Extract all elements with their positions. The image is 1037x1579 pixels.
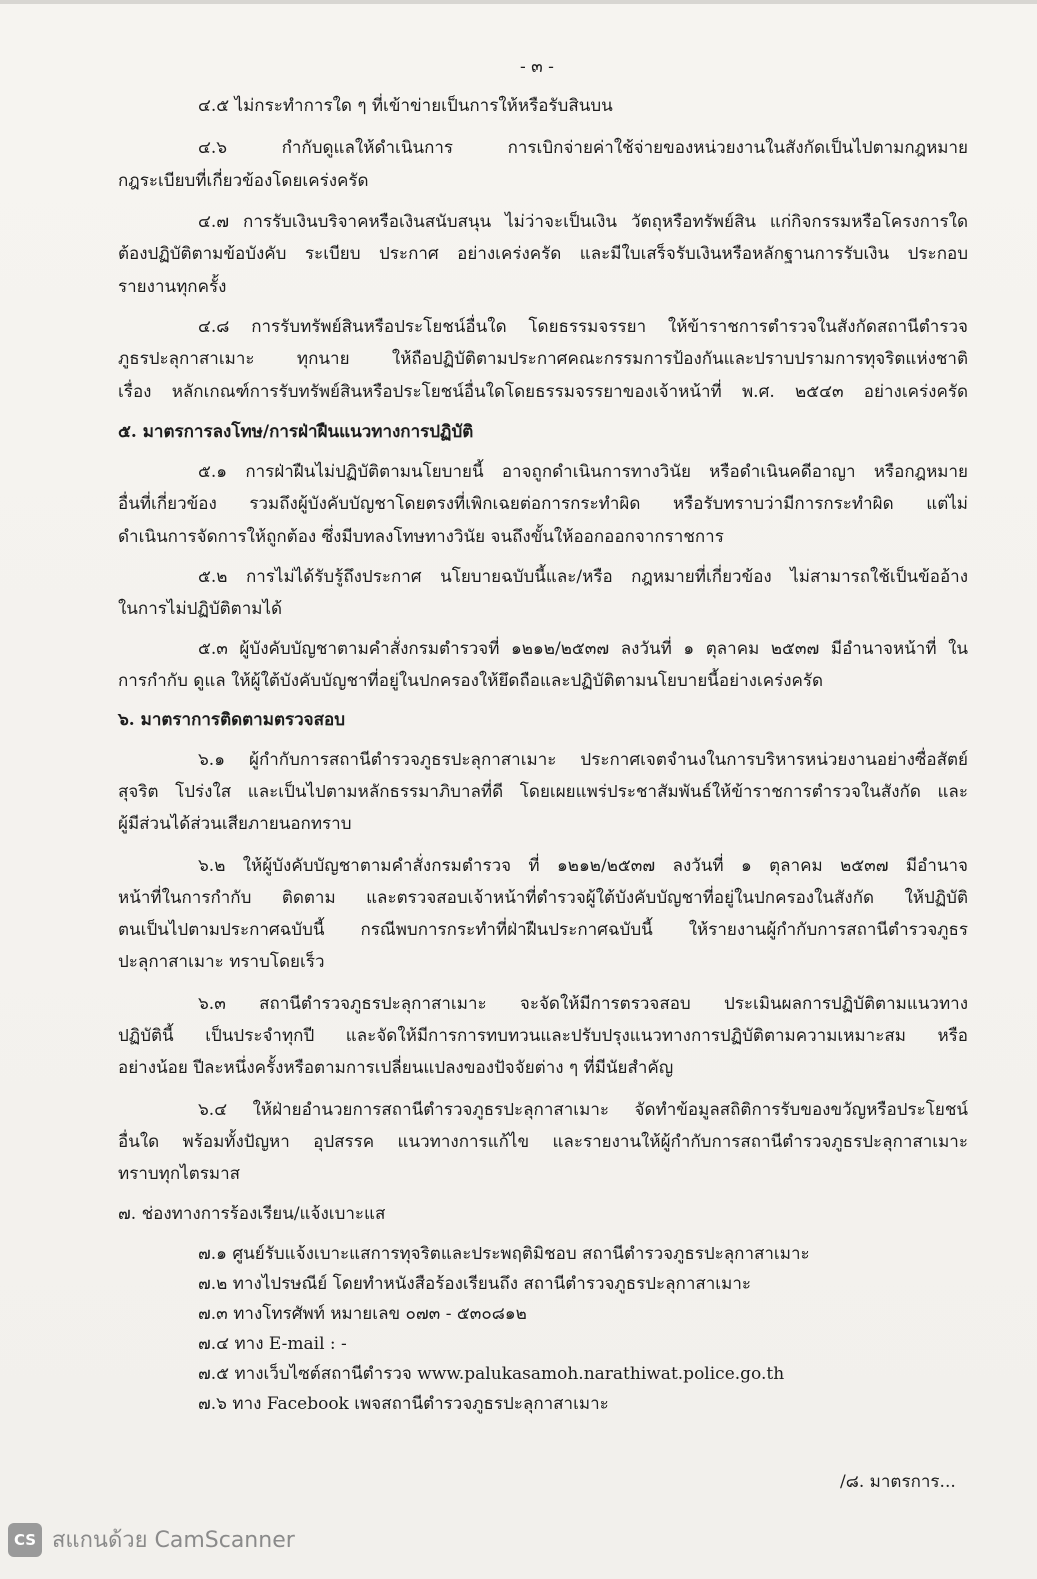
item-6-1-line1: ๖.๑ ผู้กำกับการสถานีตำรวจภูธรปะลุกาสาเมาะ ประกาศเจตจำนงในการบริหารหน่วยงานอย่างซื่อสัตย์: [198, 750, 968, 770]
section-5-heading: ๕. มาตรการลงโทษ/การฝ่าฝืนแนวทางการปฏิบัติ: [118, 422, 474, 442]
item-7-1: ๗.๑ ศูนย์รับแจ้งเบาะแสการทุจริตและประพฤติมิชอบ สถานีตำรวจภูธรปะลุกาสาเมาะ: [198, 1244, 810, 1264]
item-5-1-line3: ดำเนินการจัดการให้ถูกต้อง ซึ่งมีบทลงโทษทางวินัย จนถึงขั้นให้ออกออกจากราชการ: [118, 527, 724, 547]
scan-edge: [0, 0, 1037, 4]
item-6-1-line2: สุจริต โปร่งใส และเป็นไปตามหลักธรรมาภิบาลที่ดี โดยเผยแพร่ประชาสัมพันธ์ให้ข้าราชการตำรวจในสังกัด และ: [118, 782, 968, 802]
item-5-1-line1: ๕.๑ การฝ่าฝืนไม่ปฏิบัติตามนโยบายนี้ อาจถูกดำเนินการทางวินัย หรือดำเนินคดีอาญา หรือกฎหมาย: [198, 462, 968, 482]
item-5-3-line1: ๕.๓ ผู้บังคับบัญชาตามคำสั่งกรมตำรวจที่ ๑๒๑๒/๒๕๓๗ ลงวันที่ ๑ ตุลาคม ๒๕๓๗ มีอำนาจหน้าที่ ใน: [198, 639, 968, 659]
item-6-2-line3: ตนเป็นไปตามประกาศฉบับนี้ กรณีพบการกระทำที่ฝ่าฝืนประกาศฉบับนี้ ให้รายงานผู้กำกับการสถานีตำรวจภูธร: [118, 920, 968, 940]
item-7-5: ๗.๕ ทางเว็บไซต์สถานีตำรวจ www.palukasamoh.narathiwat.police.go.th: [198, 1364, 785, 1384]
item-4-7-line3: รายงานทุกครั้ง: [118, 277, 227, 297]
item-4-8-line1: ๔.๘ การรับทรัพย์สินหรือประโยชน์อื่นใด โดยธรรมจรรยา ให้ข้าราชการตำรวจในสังกัดสถานีตำรวจ: [198, 317, 968, 337]
item-7-3: ๗.๓ ทางโทรศัพท์ หมายเลข ๐๗๓ - ๕๓๐๘๑๒: [198, 1304, 527, 1324]
item-6-4-line2: อื่นใด พร้อมทั้งปัญหา อุปสรรค แนวทางการแก้ไข และรายงานให้ผู้กำกับการสถานีตำรวจภูธรปะลุกาสาเมาะ: [118, 1132, 968, 1152]
item-4-5: ๔.๕ ไม่กระทำการใด ๆ ที่เข้าข่ายเป็นการให้หรือรับสินบน: [198, 96, 613, 116]
item-6-1-line3: ผู้มีส่วนได้ส่วนเสียภายนอกทราบ: [118, 814, 352, 834]
item-4-7-line1: ๔.๗ การรับเงินบริจาคหรือเงินสนับสนุน ไม่ว่าจะเป็นเงิน วัตถุหรือทรัพย์สิน แก่กิจกรรมหรือโครงการใด: [198, 212, 968, 232]
item-4-6-line2: กฎระเบียบที่เกี่ยวข้องโดยเคร่งครัด: [118, 171, 369, 191]
section-7-heading: ๗. ช่องทางการร้องเรียน/แจ้งเบาะแส: [118, 1204, 386, 1224]
camscanner-watermark: [8, 1522, 295, 1557]
item-4-7-line2: ต้องปฏิบัติตามข้อบังคับ ระเบียบ ประกาศ อย่างเคร่งครัด และมีใบเสร็จรับเงินหรือหลักฐานการรับเงิน ประกอบ: [118, 244, 968, 264]
item-4-8-line2: ภูธรปะลุกาสาเมาะ ทุกนาย ให้ถือปฏิบัติตามประกาศคณะกรรมการป้องกันและปราบปรามการทุจริตแห่งชาติ: [118, 349, 968, 369]
item-6-4-line1: ๖.๔ ให้ฝ่ายอำนวยการสถานีตำรวจภูธรปะลุกาสาเมาะ จัดทำข้อมูลสถิติการรับของขวัญหรือประโยชน์: [198, 1100, 968, 1120]
item-7-4: ๗.๔ ทาง E-mail : -: [198, 1334, 347, 1354]
item-7-2: ๗.๒ ทางไปรษณีย์ โดยทำหนังสือร้องเรียนถึง สถานีตำรวจภูธรปะลุกาสาเมาะ: [198, 1274, 751, 1294]
section-6-heading: ๖. มาตราการติดตามตรวจสอบ: [118, 710, 345, 730]
item-5-2-line2: ในการไม่ปฏิบัติตามได้: [118, 599, 283, 619]
item-6-2-line2: หน้าที่ในการกำกับ ติดตาม และตรวจสอบเจ้าหน้าที่ตำรวจผู้ใต้บังคับบัญชาที่อยู่ในปกครองในสังกัด ให้ปฏิบัติ: [118, 888, 968, 908]
item-6-4-line3: ทราบทุกไตรมาส: [118, 1164, 241, 1184]
item-6-3-line1: ๖.๓ สถานีตำรวจภูธรปะลุกาสาเมาะ จะจัดให้มีการตรวจสอบ ประเมินผลการปฏิบัติตามแนวทาง: [198, 994, 968, 1014]
item-7-6: ๗.๖ ทาง Facebook เพจสถานีตำรวจภูธรปะลุกาสาเมาะ: [198, 1394, 609, 1414]
item-5-2-line1: ๕.๒ การไม่ได้รับรู้ถึงประกาศ นโยบายฉบับนี้และ/หรือ กฎหมายที่เกี่ยวข้อง ไม่สามารถใช้เป็นข้ออ้าง: [198, 567, 968, 587]
item-6-3-line3: อย่างน้อย ปีละหนึ่งครั้งหรือตามการเปลี่ยนแปลงของปัจจัยต่าง ๆ ที่มีนัยสำคัญ: [118, 1058, 674, 1078]
item-4-6-line1: ๔.๖ กำกับดูแลให้ดำเนินการ การเบิกจ่ายค่าใช้จ่ายของหน่วยงานในสังกัดเป็นไปตามกฎหมาย: [198, 138, 968, 158]
camscanner-logo-icon: CS: [8, 1523, 42, 1557]
item-4-8-line3: เรื่อง หลักเกณฑ์การรับทรัพย์สินหรือประโยชน์อื่นใดโดยธรรมจรรยาของเจ้าหน้าที่ พ.ศ. ๒๕๔๓ อย่างเคร่งครัด: [118, 382, 968, 402]
item-6-2-line4: ปะลุกาสาเมาะ ทราบโดยเร็ว: [118, 952, 325, 972]
item-6-2-line1: ๖.๒ ให้ผู้บังคับบัญชาตามคำสั่งกรมตำรวจ ที่ ๑๒๑๒/๒๕๓๗ ลงวันที่ ๑ ตุลาคม ๒๕๓๗ มีอำนาจ: [198, 856, 968, 876]
page-number: - ๓ -: [520, 57, 554, 77]
item-5-3-line2: การกำกับ ดูแล ให้ผู้ใต้บังคับบัญชาที่อยู่ในปกครองให้ยึดถือและปฏิบัติตามนโยบายนี้อย่างเคร่งครัด: [118, 671, 824, 691]
item-6-3-line2: ปฏิบัตินี้ เป็นประจำทุกปี และจัดให้มีการการทบทวนและปรับปรุงแนวทางการปฏิบัติตามความเหมาะสม หรือ: [118, 1026, 968, 1046]
camscanner-label: สแกนด้วย CamScanner: [52, 1528, 295, 1553]
item-5-1-line2: อื่นที่เกี่ยวข้อง รวมถึงผู้บังคับบัญชาโดยตรงที่เพิกเฉยต่อการกระทำผิด หรือรับทราบว่ามีการกระทำผิด แต่ไม่: [118, 494, 968, 514]
continuation-note: /๘. มาตรการ...: [840, 1472, 956, 1492]
